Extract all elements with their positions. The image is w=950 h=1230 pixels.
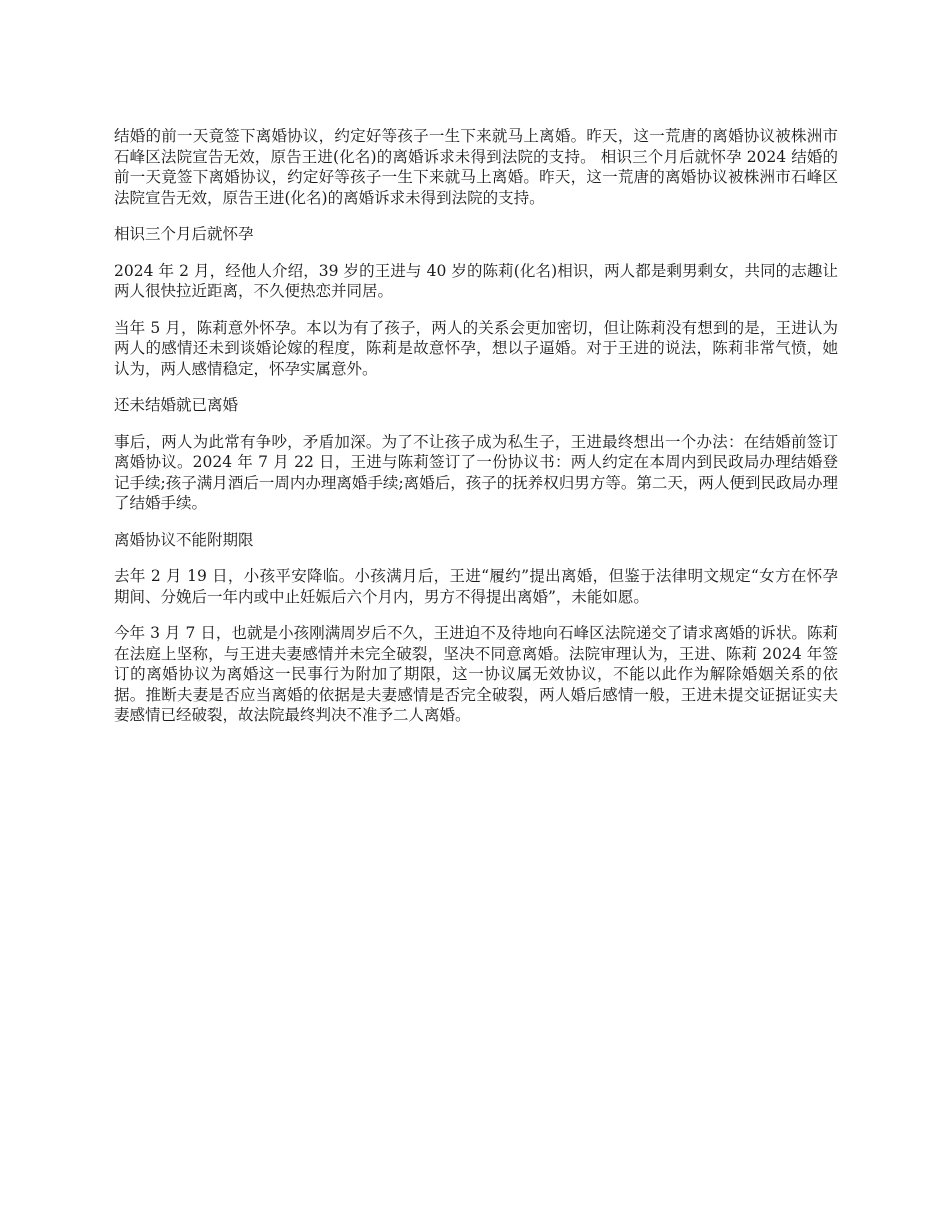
section-heading-pregnancy: 相识三个月后就怀孕 bbox=[114, 225, 254, 243]
paragraph-pregnancy: 当年 5 月，陈莉意外怀孕。本以为有了孩子，两人的关系会更加密切，但让陈莉没有想到的是，王进认为两人的感情还未到谈婚论嫁的程度，陈莉是故意怀孕，想以子逼婚。对于王进的说法，陈莉非常气愤，她认为，两人感情稳定，怀孕实属意外。 bbox=[114, 318, 838, 378]
paragraph-birth: 去年 2 月 19 日，小孩平安降临。小孩满月后，王进“履约”提出离婚，但鉴于法律明文规定“女方在怀孕期间、分娩后一年内或中止妊娠后六个月内，男方不得提出离婚”，未能如愿。 bbox=[114, 567, 838, 606]
paragraph-agreement: 事后，两人为此常有争吵，矛盾加深。为了不让孩子成为私生子，王进最终想出一个办法：在结婚前签订离婚协议。2024 年 7 月 22 日，王进与陈莉签订了一份协议书：两人约定在本周内到民政局办理结婚登记手续;孩子满月酒后一周内办理离婚手续;离婚后，孩子的抚养权归男方等。第二天，两人便到民政局办理了结婚手续。 bbox=[114, 432, 838, 512]
document-body bbox=[114, 126, 838, 742]
intro-paragraph: 结婚的前一天竟签下离婚协议，约定好等孩子一生下来就马上离婚。昨天，这一荒唐的离婚协议被株洲市石峰区法院宣告无效，原告王进(化名)的离婚诉求未得到法院的支持。 相识三个月后就怀孕 2024 结婚的前一天竟签下离婚协议，约定好等孩子一生下来就马上离婚。昨天，这一荒唐的离婚协议被株洲市石峰区法院宣告无效，原告王进(化名)的离婚诉求未得到法院的支持。 bbox=[114, 127, 838, 207]
paragraph-meeting: 2024 年 2 月，经他人介绍，39 岁的王进与 40 岁的陈莉(化名)相识，两人都是剩男剩女，共同的志趣让两人很快拉近距离，不久便热恋并同居。 bbox=[114, 261, 838, 300]
section-heading-agreement-invalid: 离婚协议不能附期限 bbox=[114, 530, 254, 549]
section-heading-divorce-before-marriage: 还未结婚就已离婚 bbox=[114, 396, 239, 414]
paragraph-judgment: 今年 3 月 7 日，也就是小孩刚满周岁后不久，王进迫不及待地向石峰区法院递交了请求离婚的诉状。陈莉在法庭上坚称，与王进夫妻感情并未完全破裂，坚决不同意离婚。法院审理认为，王进、陈莉 2024 年签订的离婚协议为离婚这一民事行为附加了期限，这一协议属无效协议，不能以此作为解除婚姻关系的依据。推断夫妻是否应当离婚的依据是夫妻感情是否完全破裂，两人婚后感情一般，王进未提交证据证实夫妻感情已经破裂，故法院最终判决不准予二人离婚。 bbox=[114, 624, 838, 724]
